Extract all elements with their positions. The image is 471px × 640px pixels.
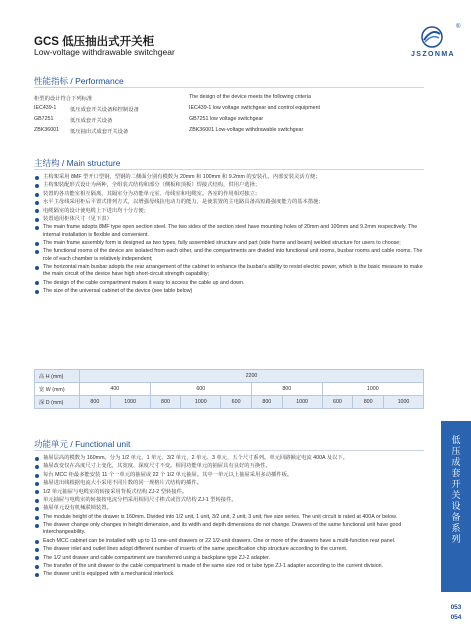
main-structure-list (34, 174, 424, 296)
table-cell: 1000 (322, 383, 423, 396)
list-item: The module height of the drawer is 160mm. Divided into 1/2 unit, 1 unit, 3/2 unit, 2 unit, 3 unit, five size series. The unit circuit is rated at 400A or below. (34, 514, 424, 521)
list-item: 抽屉进出线根据电流大小采用不同片数的同一规格片式结构的插件。 (34, 480, 424, 487)
side-char: 关 (451, 490, 461, 500)
standard-code: IEC439-1 (34, 105, 57, 111)
row-label-height: 高 H (mm) (35, 370, 80, 383)
brand-logo (405, 26, 461, 64)
table-cell: 600 (322, 396, 353, 409)
page-number-first: 053 (450, 604, 462, 611)
table-cell: 800 (251, 383, 322, 396)
table-cell: 1000 (383, 396, 423, 409)
series-side-tab (441, 421, 471, 592)
side-char: 低 (451, 435, 461, 445)
page-title-cn: GCS 低压抽出式开关柜 (34, 36, 155, 48)
main-structure-heading: 主结构 / Main structure (34, 158, 121, 168)
list-item: The 1/2 unit drawer and cable compartment are transferred using a backplane type ZJ-2 adapter. (34, 555, 424, 562)
side-char: 套 (451, 468, 461, 478)
list-item: 主构架采用 8MF 型开口型钢，型钢的二侧面分别有模数为 20mm 和 100mm 和 9.2mm 的安装孔，内部安装灵活方便； (34, 174, 424, 181)
logo-mark-icon (419, 26, 445, 48)
side-char: 系 (451, 523, 461, 533)
registered-mark: ® (456, 24, 461, 30)
functional-unit-list (34, 455, 424, 580)
main-structure-divider (34, 169, 424, 170)
table-cell: 600 (221, 396, 252, 409)
standard-name-cn: 低压成套开关设备 (70, 118, 113, 124)
table-cell: 1000 (181, 396, 221, 409)
list-item: 水平主母线采用柜后平置式排列方式，以增强母线抗电动力的能力，是使装置的主电路具备高短路强度能力的基本措施； (34, 199, 424, 206)
list-item: 1/2 单元抽屉与电缆室的转接采用背板式结构 ZJ-2 型转接件。 (34, 489, 424, 496)
list-item: The design of the cable compartment makes it easy to access the cable up and down. (34, 280, 424, 287)
list-item: The horizontal main busbar adopts the rear arrangement of the cabinet to enhance the busbar's ability to resist electric power, which is the basic measure to make the main circuit of the device have high short-circuit strength capability; (34, 264, 424, 278)
side-char: 列 (451, 534, 461, 544)
table-cell: 600 (150, 383, 251, 396)
list-item: 每台 MCC 柜最多能安装 11 个一单元的抽屉或 22 个 1/2 单元抽屉。其中一单元以上抽屉采用多动插件板。 (34, 472, 424, 479)
row-label-width: 宽 W (mm) (35, 383, 80, 396)
performance-left-header: 柜型的设计符合下列标准 (34, 96, 93, 102)
list-item: The main frame adopts 8MF type open section steel. The two sides of the section steel have mounting holes of 20mm and 100mm and 9.2mm respectively. The internal installation is flexible and convenient. (34, 224, 424, 238)
functional-unit-heading: 功能单元 / Functional unit (34, 439, 131, 449)
dimension-table (34, 369, 424, 409)
list-item: 主构架装配形式设计为两种，全组装式结构和部分（侧板和顶板）焊接式结构，供用户选择； (34, 182, 424, 189)
functional-unit-divider (34, 450, 424, 451)
list-item: 抽屉单元设有机械联锁装置。 (34, 505, 424, 512)
side-char: 设 (451, 501, 461, 511)
table-cell: 400 (80, 383, 151, 396)
table-cell: 2200 (80, 370, 424, 383)
table-row-width (35, 383, 424, 396)
list-item: The drawer change only changes in height dimension, and its width and depth dimensions do not change. Drawers of the same functional unit have good interchangeability. (34, 522, 424, 536)
list-item: The drawer unit is equipped with a mechanical interlock. (34, 571, 424, 578)
side-char: 备 (451, 512, 461, 522)
table-cell: 800 (353, 396, 384, 409)
performance-divider (34, 87, 424, 88)
standard-name-en: ZBK36001 Low-voltage withdrawable switchgear (189, 127, 304, 133)
list-item: The size of the universal cabinet of the device (see table below) (34, 288, 424, 295)
standard-name-en: IEC439-1 low voltage switchgear and control equipment (189, 105, 321, 111)
standard-name-cn: 低压成套开关设备和控制设备 (70, 107, 139, 113)
table-cell: 1000 (110, 396, 150, 409)
page-number-second: 054 (450, 614, 462, 621)
standard-code: ZBK36001 (34, 127, 60, 133)
list-item: 抽屉改变仅在高度尺寸上变化，其宽度、深度尺寸不变。相同功能单元的抽屉具有良好的互换性。 (34, 463, 424, 470)
side-char: 成 (451, 457, 461, 467)
list-item: 单元抽屉与电缆室的转接按电流分档采用相同尺寸棒式或管式结构 ZJ-1 型转接件。 (34, 497, 424, 504)
performance-heading: 性能指标 / Performance (34, 76, 124, 86)
list-item: The transfer of the unit drawer to the cable compartment is made of the same size rod or tube type ZJ-1 adapter according to the current division. (34, 563, 424, 570)
list-item: 电缆隔室的设计使电缆上下进出均十分方便； (34, 208, 424, 215)
list-item: 装置通用柜体尺寸（见下表） (34, 216, 424, 223)
standard-code: GB7251 (34, 116, 54, 122)
series-side-label (441, 435, 471, 545)
table-cell: 800 (150, 396, 181, 409)
list-item: The functional rooms of the device are isolated from each other, and the compartments are divided into functional unit rooms, busbar rooms and cable rooms. The role of each chamber is relatively independent; (34, 248, 424, 262)
page-title-en: Low-voltage withdrawable switchgear (34, 47, 175, 57)
standard-name-en: GB7251 low voltage switchgear (189, 116, 264, 122)
performance-right-header: The design of the device meets the following criteria (189, 94, 311, 100)
side-char: 开 (451, 479, 461, 489)
standard-name-cn: 低压抽出式成套开关设备 (70, 129, 129, 135)
list-item: The main frame assembly form is designed as two types, fully assembled structure and part (side frame and beam) welded structure for users to choose; (34, 240, 424, 247)
table-cell: 1000 (282, 396, 322, 409)
side-char: 压 (451, 446, 461, 456)
list-item: Each MCC cabinet can be installed with up to 11 one-unit drawers or 22 1/2-unit drawers. One or more of the drawers have a multi-function rear panel. (34, 538, 424, 545)
list-item: 装置的各功能室相互隔离，其隔室分为功能单元室、母线室和电缆室。各室的作用相对独立； (34, 191, 424, 198)
table-cell: 800 (80, 396, 111, 409)
row-label-depth: 深 D (mm) (35, 396, 80, 409)
list-item: 抽屉层高的模数为 160mm。分为 1/2 单元、1 单元、3/2 单元、2 单元、3 单元、五个尺寸系列。单元回路额定电流 400A 及以下。 (34, 455, 424, 462)
list-item: The drawer inlet and outlet lines adopt different number of inserts of the same specification chip structure according to the current. (34, 546, 424, 553)
table-row-height (35, 370, 424, 383)
table-row-depth (35, 396, 424, 409)
table-cell: 800 (251, 396, 282, 409)
logo-text: JSZONMA (410, 51, 456, 58)
